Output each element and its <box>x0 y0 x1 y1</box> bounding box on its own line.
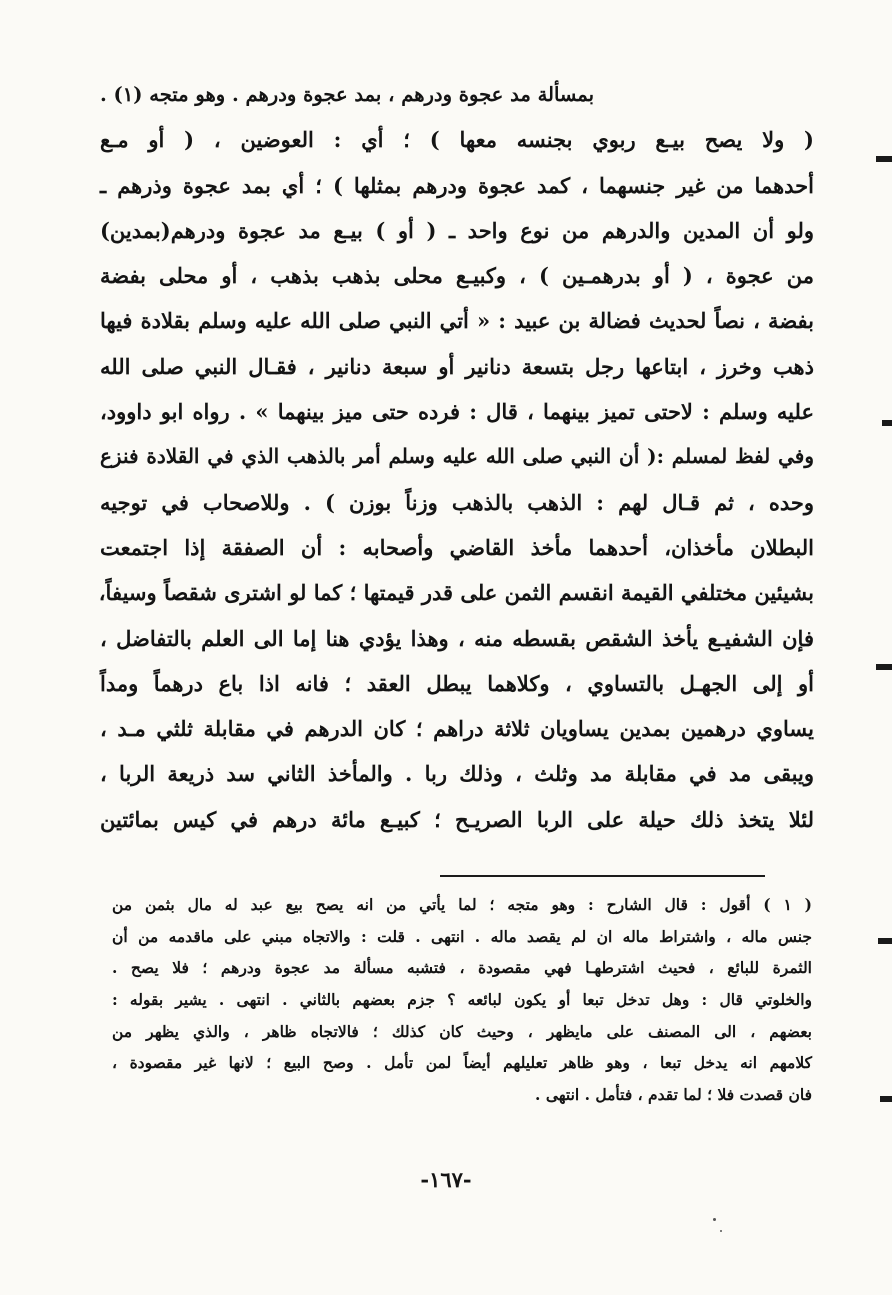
binding-mark <box>882 420 892 426</box>
text-line: أو إلى الجهـل بالتساوي ، وكلاهما يبطل العقد ؛ فانه اذا باع درهماً ومداً <box>100 670 814 696</box>
binding-mark <box>878 938 892 944</box>
text-line: من عجوة ، ( أو بدرهمـين ) ، وكبيـع محلى بذهب بذهب ، أو محلى بفضة <box>100 263 814 289</box>
text-line: بشيئين مختلفي القيمة انقسم الثمن على قدر قيمتها ؛ كما لو اشترى شقصاً وسيفاً، <box>98 580 814 606</box>
text-line: ( ولا يصح بيـع ربوي بجنسه معها ) ؛ أي : العوضين ، ( أو مـع <box>100 127 814 153</box>
text-line: يساوي درهمين بمدين يساويان ثلاثة دراهم ؛ كان الدرهم في مقابلة ثلثي مـد ، <box>100 716 814 742</box>
binding-mark <box>876 664 892 670</box>
page-number: -١٦٧- <box>420 1167 472 1192</box>
scan-speck <box>713 1218 716 1221</box>
text-line: بمسألة مد عجوة ودرهم ، بمد عجوة ودرهم . وهو متجه (١) . <box>99 83 594 106</box>
main-text <box>100 72 814 842</box>
scan-speck <box>720 1230 722 1232</box>
footnote-line: بعضهم ، الى المصنف على مايظهر ، وحيث كان كذلك ؛ فالاتجاه ظاهر ، والذي يظهر من <box>112 1021 812 1041</box>
text-line: عليه وسلم : لاحتى تميز بينهما ، قال : فرده حتى ميز بينهما » . رواه ابو داوود، <box>100 399 814 425</box>
text-line: ولو أن المدين والدرهم من نوع واحد ـ ( أو ) بيـع مد عجوة ودرهم(بمدين) <box>100 217 814 243</box>
text-line: لئلا يتخذ ذلك حيلة على الربا الصريـح ؛ كبيـع مائة درهم في كيس بمائتين <box>100 806 814 832</box>
binding-mark <box>876 156 892 162</box>
text-line: وحده ، ثم قـال لهم : الذهب بالذهب وزناً بوزن ) . وللاصحاب في توجيه <box>100 489 814 515</box>
footnote <box>112 889 812 1111</box>
binding-mark <box>880 1096 892 1102</box>
footnote-line: جنس ماله ، واشتراط ماله ان لم يقصد ماله . انتهى . قلت : والاتجاه مبني على ماقدمه من أن <box>112 926 812 946</box>
footnote-separator <box>440 875 765 877</box>
text-line: فإن الشفيـع يأخذ الشقص بقسطه منه ، وهذا يؤدي هنا إما الى العلم بالتفاضل ، <box>100 625 814 651</box>
text-line: بفضة ، نصاً لحديث فضالة بن عبيد : « أتي النبي صلى الله عليه وسلم بقلادة فيها <box>100 308 814 334</box>
text-line: أحدهما من غير جنسهما ، كمد عجوة ودرهم بمثلها ) ؛ أي بمد عجوة وذرهم ـ <box>100 172 814 198</box>
text-line: ويبقى مد في مقابلة مد وثلث ، وذلك ربا . والمأخذ الثاني سد ذريعة الربا ، <box>100 761 814 787</box>
text-line: البطلان مأخذان، أحدهما مأخذ القاضي وأصحابه : أن الصفقة إذا اجتمعت <box>100 534 814 560</box>
text-line: ذهب وخرز ، ابتاعها رجل بتسعة دنانير أو سبعة دنانير ، فقـال النبي صلى الله <box>100 353 814 379</box>
footnote-line: كلامهم انه يدخل تبعا ، وهو ظاهر تعليلهم أيضاً لمن تأمل . وصح البيع ؛ لانها غير مقصودة ، <box>112 1053 812 1073</box>
footnote-line: والخلوتي قال : وهل تدخل تبعا أو يكون لبائعه ؟ جزم بعضهم بالثاني . انتهى . يشير بقوله : <box>112 990 812 1010</box>
footnote-line: الثمرة للبائع ، فحيث اشترطهـا فهي مقصودة ، فتشبه مسألة مد عجوة ودرهم ؛ فلا يصح . <box>112 958 812 978</box>
footnote-line: ( ١ ) أقول : قال الشارح : وهو متجه ؛ لما يأتي من انه يصح بيع عبد له مال بثمن من <box>112 895 813 914</box>
footnote-line: فان قصدت فلا ؛ لما تقدم ، فتأمل . انتهى . <box>535 1085 812 1105</box>
text-line: وفي لفظ لمسلم :( أن النبي صلى الله عليه وسلم أمر بالذهب الذي في القلادة فنزع <box>100 444 814 469</box>
